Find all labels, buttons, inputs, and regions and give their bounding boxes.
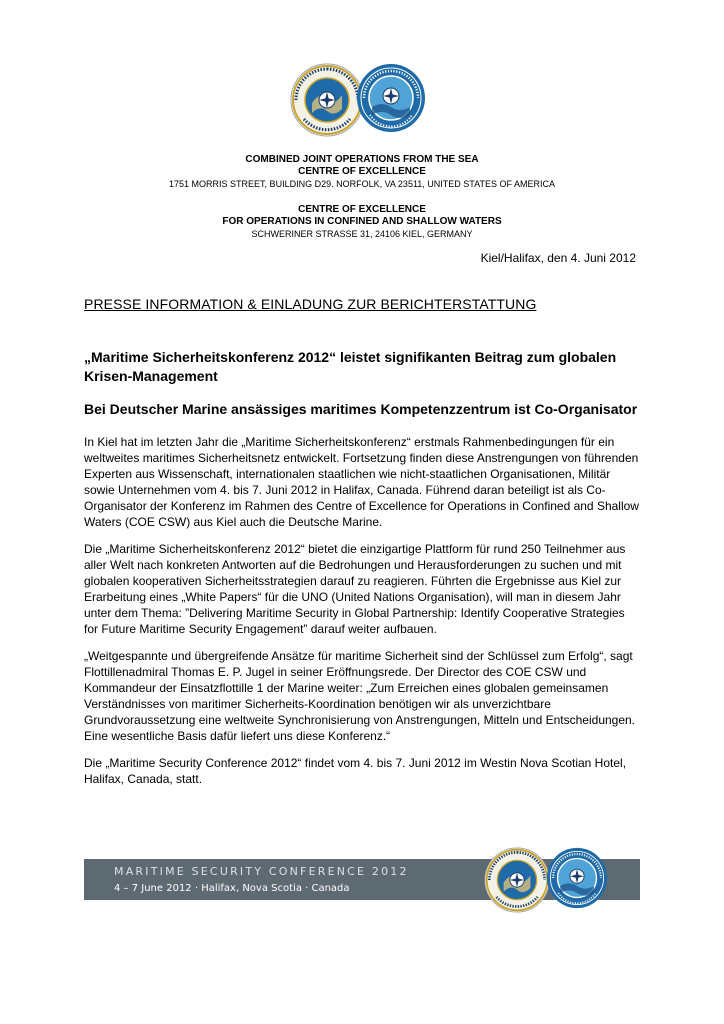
header-logos [290, 63, 426, 137]
cjos-coe-emblem-icon [290, 63, 364, 137]
paragraph: In Kiel hat im letzten Jahr die „Maritime Sicherheitskonferenz“ erstmals Rahmenbedingungen für ein weltweites maritimes Sicherheitsnetz entwickelt. Fortsetzung finden diese Anstrengungen von führenden Experten aus Wissenschaft, internationalen staatlichen wie nicht-staatlichen Organisationen, Militär sowie Unternehmen vom 4. bis 7. Juni 2012 in Halifax, Canada. Führend daran beteiligt ist als Co-Organisator der Konferenz im Rahmen des Centre of Excellence for Operations in Confined and Shallow Waters (COE CSW) aus Kiel auch die Deutsche Marine. [84, 435, 639, 529]
org1-address: 1751 MORRIS STREET, BUILDING D29. NORFOLK, VA 23511, UNITED STATES OF AMERICA [169, 179, 555, 189]
coe-csw-emblem-icon [546, 847, 608, 909]
footer-logos [484, 847, 612, 913]
headline-main: „Maritime Sicherheitskonferenz 2012“ leistet signifikanten Beitrag zum globalen Krisen-Management [84, 349, 617, 384]
paragraph: „Weitgespannte und übergreifende Ansätze für maritime Sicherheit sind der Schlüssel zum Erfolg“, sagt Flottillenadmiral Thomas E. P. Jugel in seiner Eröffnungsrede. Der Director des COE CSW und Kommandeur der Einsatzflottille 1 der Marine weiter: „Zum Erreichen eines globalen gemeinsamen Verständnisses von maritimer Sicherheits-Koordination benötigen wir als unverzichtbare Grundvoraussetzung eine weltweite Synchronisierung von Anstrengungen, Mitteln und Entscheidungen. Eine wesentliche Basis dafür liefert uns diese Konferenz.“ [84, 649, 636, 743]
org2-address: SCHWERINER STRASSE 31, 24106 KIEL, GERMANY [251, 229, 473, 239]
press-title: PRESSE INFORMATION & EINLADUNG ZUR BERICHTERSTATTUNG [84, 296, 537, 312]
paragraph: Die „Maritime Sicherheitskonferenz 2012“ bietet die einzigartige Plattform für rund 250 Teilnehmer aus aller Welt nach konkreten Antworten auf die Bedrohungen und Herausforderungen zu suchen und mit globalen kooperativen Sicherheitsstrategien darauf zu reagieren. Führten die Ergebnisse aus Kiel zur Erarbeitung eines „White Papers“ für die UNO (United Nations Organisation), will man in diesem Jahr unter dem Thema: ”Delivering Maritime Security in Global Partnership: Identify Cooperative Strategies for Future Maritime Security Engagement” darauf weiter aufbauen. [84, 542, 626, 636]
body-text [84, 434, 642, 798]
headline-sub: Bei Deutscher Marine ansässiges maritimes Kompetenzzentrum ist Co-Organisator [84, 401, 638, 417]
org1-subtitle: CENTRE OF EXCELLENCE [298, 166, 426, 177]
date-line: Kiel/Halifax, den 4. Juni 2012 [480, 251, 636, 265]
org1-name: COMBINED JOINT OPERATIONS FROM THE SEA [245, 154, 479, 165]
org2-name: CENTRE OF EXCELLENCE [298, 204, 426, 215]
paragraph: Die „Maritime Security Conference 2012“ findet vom 4. bis 7. Juni 2012 im Westin Nova Scotian Hotel, Halifax, Canada, statt. [84, 756, 627, 786]
cjos-coe-emblem-icon [484, 847, 550, 913]
org2-address-block [84, 204, 640, 240]
coe-csw-emblem-icon [356, 63, 426, 133]
org1-address-block [84, 154, 640, 190]
org2-subtitle: FOR OPERATIONS IN CONFINED AND SHALLOW WATERS [222, 216, 502, 227]
banner-subtitle: 4 – 7 June 2012 · Halifax, Nova Scotia · Canada [114, 883, 350, 894]
banner-title: MARITIME SECURITY CONFERENCE 2012 [114, 865, 409, 878]
